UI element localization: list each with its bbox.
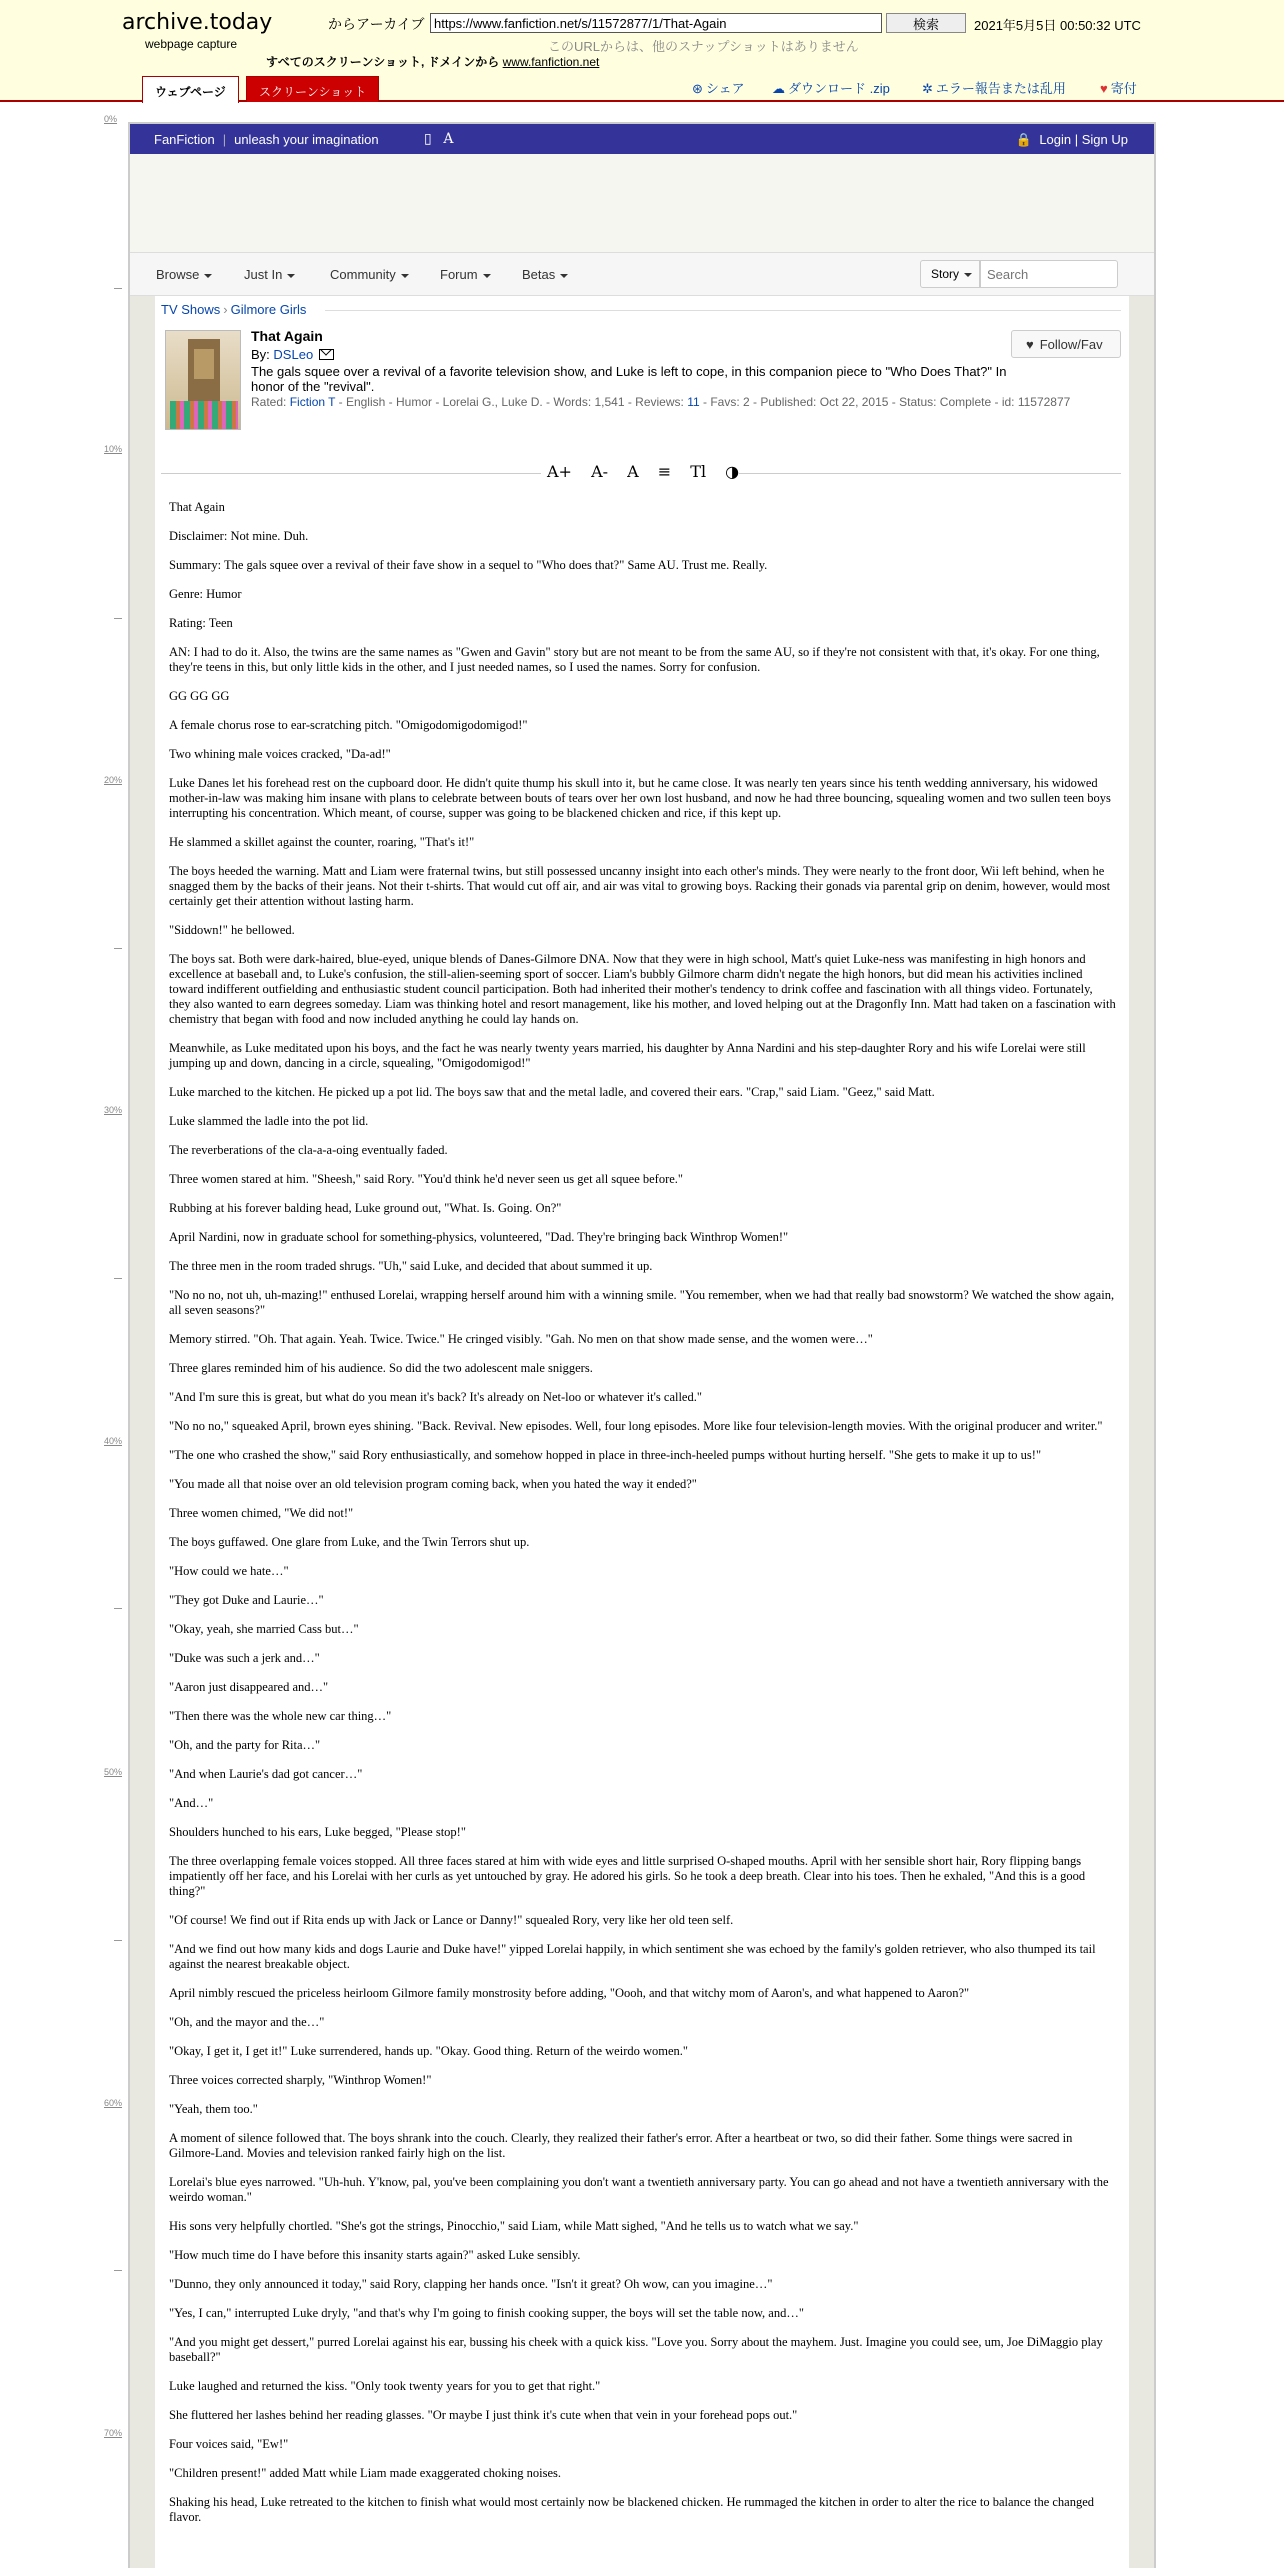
all-screenshots-line [266, 53, 599, 70]
story-content [155, 296, 1129, 2568]
line-spacing-button[interactable]: ≡ [657, 462, 672, 481]
ff-brand-name[interactable]: FanFiction [154, 132, 215, 147]
nav-just-in[interactable] [244, 267, 295, 282]
ruler-0[interactable]: 0% [104, 114, 118, 124]
story-paragraph: "Aaron just disappeared and…" [169, 1680, 329, 1694]
nav-browse-label: Browse [156, 267, 200, 282]
story-paragraph: That Again [169, 500, 225, 514]
story-paragraph: Four voices said, "Ew!" [169, 2437, 289, 2451]
breadcrumb-divider [325, 310, 1121, 311]
ruler-50[interactable]: 50% [104, 1767, 123, 1777]
follow-label: Follow/Fav [1039, 337, 1103, 352]
ruler-tick [114, 618, 122, 619]
story-summary: The gals squee over a revival of a favorite television show, and Luke is left to cope, in this companion piece to "Who Does That?" In honor of the "revival". [251, 364, 1007, 394]
byline [251, 347, 334, 362]
story-paragraph: The boys heeded the warning. Matt and Liam were fraternal twins, but still possessed uncanny insight into each other's minds. They were nearly to the front door, Wii left behind, when he snagged them by the backs of their jeans. Not their t-shirts. That would cut off air, and air was vital to growing boys. Racking their gonads via parental grip on denim, however, would most certainly get their attention without lasting harm. [169, 864, 1111, 908]
story-paragraph: "And…" [169, 1796, 214, 1810]
reading-tools [547, 462, 753, 481]
story-paragraph: "Oh, and the party for Rita…" [169, 1738, 321, 1752]
story-filter-button[interactable] [920, 260, 980, 288]
ff-icons [424, 130, 454, 147]
ruler-tick [114, 1940, 122, 1941]
story-paragraph: Memory stirred. "Oh. That again. Yeah. Twice. Twice." He cringed visibly. "Gah. No men on that show made sense, and the women were…" [169, 1332, 873, 1346]
story-paragraph: The boys guffawed. One glare from Luke, and the Twin Terrors shut up. [169, 1535, 530, 1549]
text-width-button[interactable]: Tl [690, 462, 707, 481]
chevron-right-icon: › [223, 302, 228, 317]
story-paragraph: "Yes, I can," interrupted Luke dryly, "and that's why I'm going to finish cooking supper, the boys will set the table now, and…" [169, 2306, 804, 2320]
story-paragraph: "Dunno, they only announced it today," said Rory, clapping her hands once. "Isn't it great? Oh wow, can you imagine…" [169, 2277, 773, 2291]
contrast-button[interactable]: ◑ [725, 462, 740, 481]
tools-divider-right [739, 473, 1121, 474]
ruler-tick [114, 288, 122, 289]
author-link[interactable]: DSLeo [273, 347, 314, 362]
lock-icon: 🔒 [1015, 132, 1033, 147]
breadcrumb-gilmore-girls[interactable]: Gilmore Girls [230, 302, 307, 317]
url-input[interactable] [430, 13, 882, 33]
story-paragraph: A female chorus rose to ear-scratching pitch. "Omigodomigodomigod!" [169, 718, 528, 732]
envelope-icon[interactable] [319, 349, 334, 360]
cover-art-window [194, 349, 214, 379]
nav-just-in-label: Just In [244, 267, 283, 282]
ff-nav [130, 252, 1154, 296]
caret-icon [560, 274, 568, 278]
tab-webpage[interactable]: ウェブページ [142, 76, 239, 103]
archive-logo[interactable]: archive.today [122, 10, 273, 35]
ff-brand: FanFiction | unleash your imagination [154, 132, 379, 147]
download-link[interactable] [772, 78, 890, 97]
story-title: That Again [251, 328, 323, 344]
story-paragraph: "You made all that noise over an old television program coming back, when you hated the way it ended?" [169, 1477, 697, 1491]
story-paragraph: Disclaimer: Not mine. Duh. [169, 529, 309, 543]
meta-details: - English - Humor - Lorelai G., Luke D. - Words: 1,541 - Reviews: [338, 395, 684, 409]
story-paragraph: His sons very helpfully chortled. "She's got the strings, Pinocchio," said Liam, while Matt sighed, "And he tells us to watch what we say." [169, 2219, 859, 2233]
story-paragraph: GG GG GG [169, 689, 230, 703]
story-paragraph: "Yeah, them too." [169, 2102, 258, 2116]
story-paragraph: Shoulders hunched to his ears, Luke begged, "Please stop!" [169, 1825, 466, 1839]
ruler-30[interactable]: 30% [104, 1105, 123, 1115]
story-paragraph: "Siddown!" he bellowed. [169, 923, 295, 937]
story-paragraph: "No no no," squeaked April, brown eyes shining. "Back. Revival. New episodes. Well, four long episodes. More like four television-length movies. With the original producer and writer." [169, 1419, 1103, 1433]
story-paragraph: Three voices corrected sharply, "Winthrop Women!" [169, 2073, 432, 2087]
breadcrumb [161, 302, 306, 317]
download-label: ダウンロード .zip [788, 81, 890, 96]
ruler-20[interactable]: 20% [104, 775, 123, 785]
story-paragraph: The three overlapping female voices stopped. All three faces stared at him with wide eyes and little surprised O-shaped mouths. April with her sensible short hair, Rory flipping bangs impatiently off her face, and his Lorelai with her curls as yet untouched by gray. He adored his girls. So he took a deep breath. Clear into his toes. Then he exhaled, "And this is a good thing?" [169, 1854, 1086, 1898]
font-icon[interactable]: A [443, 131, 454, 147]
nav-betas[interactable] [522, 267, 568, 282]
nav-forum[interactable] [440, 267, 491, 282]
nav-betas-label: Betas [522, 267, 556, 282]
story-paragraph: Luke laughed and returned the kiss. "Only took twenty years for you to get that right." [169, 2379, 601, 2393]
story-paragraph: "And we find out how many kids and dogs Laurie and Duke have!" yipped Lorelai happily, in which sentiment she was echoed by the family's golden retriever, who also thumped its tail against the nearest breakable object. [169, 1942, 1096, 1971]
archive-from-label: からアーカイブ [328, 16, 425, 32]
nav-browse[interactable] [156, 267, 212, 282]
share-icon: ⊛ [692, 81, 703, 96]
donate-link[interactable] [1100, 78, 1137, 97]
story-paragraph: April Nardini, now in graduate school for something-physics, volunteered, "Dad. They're bringing back Winthrop Women!" [169, 1230, 789, 1244]
caret-icon [964, 273, 972, 277]
story-paragraph: Three women stared at him. "Sheesh," said Rory. "You'd think he'd never seen us get all squee before." [169, 1172, 684, 1186]
nav-community-label: Community [330, 267, 396, 282]
story-paragraph: Meanwhile, as Luke meditated upon his boys, and the fact he was nearly twenty years married, his daughter by Anna Nardini and his step-daughter Rory and his wife Lorelai were still jumping up and down, dancing in a circle, squealing, "Omigodomigod!" [169, 1041, 1086, 1070]
cloud-download-icon: ☁ [772, 81, 785, 96]
story-filter-label: Story [931, 267, 960, 281]
rated-label: Rated: [251, 395, 287, 409]
ruler-70[interactable]: 70% [104, 2428, 123, 2438]
story-paragraph: The boys sat. Both were dark-haired, blue-eyed, unique blends of Danes-Gilmore DNA. Now that they were in high school, Matt's quiet Luke-ness was manifesting in high honors and excellence at baseball and, to Luke's confusion, the still-alien-seeming sport of soccer. Liam's bubbly Gilmore charm didn't negate the high honors, but did mean his activities inclined toward indifferent outfielding and enthusiastic student council participation. Both had inherited their mother's tendency to drink coffee and fascination with all things video. Fortunately, they also wanted to earn degrees someday. Liam was thinking hotel and resort management, like his mother, and loved helping out at the Dragonfly Inn. Matt had taken on a fascination with chemistry that began with food and now included anything he could lay hands on. [169, 952, 1116, 1026]
story-paragraph: Two whining male voices cracked, "Da-ad!" [169, 747, 391, 761]
font-type-button[interactable]: A [627, 462, 639, 481]
story-paragraph: "Okay, yeah, she married Cass but…" [169, 1622, 359, 1636]
ruler-60[interactable]: 60% [104, 2098, 123, 2108]
story-paragraph: "Then there was the whole new car thing…" [169, 1709, 392, 1723]
story-paragraph: "They got Duke and Laurie…" [169, 1593, 324, 1607]
domain-link[interactable]: www.fanfiction.net [502, 55, 600, 69]
nav-forum-label: Forum [440, 267, 478, 282]
ff-topbar [130, 124, 1154, 154]
donate-label: 寄付 [1110, 81, 1137, 96]
ruler-tick [114, 2270, 122, 2271]
ruler-10[interactable]: 10% [104, 444, 123, 454]
heart-icon: ♥ [1100, 81, 1108, 96]
no-snapshots-note: このURLからは、他のスナップショットはありません [548, 39, 859, 54]
by-label: By: [251, 347, 270, 362]
story-paragraph: "And I'm sure this is great, but what do you mean it's back? It's already on Net-loo or whatever it's called." [169, 1390, 702, 1404]
capture-date: 2021年5月5日 00:50:32 UTC [974, 18, 1141, 33]
cover-art-base [170, 401, 238, 429]
story-paragraph: "Okay, I get it, I get it!" Luke surrendered, hands up. "Okay. Good thing. Return of the weirdo women." [169, 2044, 689, 2058]
story-paragraph: Three glares reminded him of his audience. So did the two adolescent male sniggers. [169, 1361, 593, 1375]
story-paragraph: The three men in the room traded shrugs. "Uh," said Luke, and decided that about summed it up. [169, 1259, 653, 1273]
story-paragraph: Genre: Humor [169, 587, 242, 601]
story-paragraph: Luke marched to the kitchen. He picked up a pot lid. The boys saw that and the metal ladle, and covered their ears. "Crap," said Liam. "Geez," said Matt. [169, 1085, 935, 1099]
story-paragraph: She fluttered her lashes behind her reading glasses. "Or maybe I just think it's cute when that vein in your forehead pops out." [169, 2408, 798, 2422]
story-paragraph: Luke Danes let his forehead rest on the cupboard door. He didn't quite thump his skull into it, but he came close. It was nearly ten years since his tenth wedding anniversary, his widowed mother-in-law was making him insane with plans to celebrate between bouts of tears over her own lost husband, and now he had three bouncing, squealing women and two sullen teen boys interrupting his concentration. Which meant, of course, supper was going to be blackened chicken and rice, if this kept up. [169, 776, 1111, 820]
tools-divider-left [161, 473, 541, 474]
story-paragraph: "And you might get dessert," purred Lorelai against his ear, bussing his cheek with a quick kiss. "Love you. Sorry about the mayhem. Just. Imagine you could see, um, Joe DiMaggio play baseball?" [169, 2335, 1103, 2364]
rating-link[interactable]: Fiction T [289, 395, 336, 409]
story-paragraph: A moment of silence followed that. The boys shrank into the couch. Clearly, they realized their father's error. After a heartbeat or two, so did their father. Some things were sacred in Gilmore-Land. Movies and television ranked fairly high on the list. [169, 2131, 1073, 2160]
story-meta [251, 395, 1111, 410]
font-decrease-button[interactable]: A- [591, 462, 609, 481]
story-paragraph: The reverberations of the cla-a-a-oing eventually faded. [169, 1143, 448, 1157]
story-paragraph: "The one who crashed the show," said Rory enthusiastically, and somehow hopped in place in three-inch-heeled pumps without hurting herself. "She gets to make it up to us!" [169, 1448, 1042, 1462]
all-screenshots-label: すべてのスクリーンショット, ドメインから [266, 55, 500, 69]
follow-fav-button[interactable] [1011, 330, 1121, 358]
report-label: エラー報告または乱用 [935, 81, 1066, 96]
ad-area [130, 154, 1154, 252]
reviews-link[interactable]: 11 [687, 395, 700, 409]
site-search-input[interactable] [980, 260, 1118, 288]
story-paragraph: Summary: The gals squee over a revival of their fave show in a sequel to "Who does that?" Same AU. Trust me. Really. [169, 558, 768, 572]
story-paragraph: He slammed a skillet against the counter, roaring, "That's it!" [169, 835, 475, 849]
caret-icon [401, 274, 409, 278]
ruler-tick [114, 948, 122, 949]
report-link[interactable] [922, 78, 1066, 97]
share-label: シェア [705, 81, 745, 96]
heart-icon: ♥ [1026, 337, 1034, 352]
ff-tagline: unleash your imagination [234, 132, 379, 147]
font-increase-button[interactable]: A+ [547, 462, 572, 481]
ruler-40[interactable]: 40% [104, 1436, 123, 1446]
tab-screenshot[interactable]: スクリーンショット [246, 76, 379, 102]
login-link[interactable] [1016, 132, 1128, 148]
story-paragraph: "Of course! We find out if Rita ends up with Jack or Lance or Danny!" squealed Rory, very like her old teen self. [169, 1913, 734, 1927]
ruler-tick [114, 1608, 122, 1609]
mobile-icon[interactable]: ▯ [424, 130, 432, 146]
story-cover-image[interactable] [165, 330, 241, 430]
caret-icon [287, 274, 295, 278]
story-paragraph: "Duke was such a jerk and…" [169, 1651, 320, 1665]
story-text [169, 500, 1117, 2539]
story-paragraph: Rating: Teen [169, 616, 233, 630]
story-paragraph: "How much time do I have before this insanity starts again?" asked Luke sensibly. [169, 2248, 581, 2262]
story-paragraph: April nimbly rescued the priceless heirloom Gilmore family monstrosity before adding, "Oooh, and that witchy mom of Aaron's, and what happened to Aaron?" [169, 1986, 970, 2000]
story-paragraph: "Oh, and the mayor and the…" [169, 2015, 325, 2029]
story-paragraph: AN: I had to do it. Also, the twins are the same names as "Gwen and Gavin" story but are not meant to be from the same AU, so if they're not consistent with that, it's okay. For one thing, they're teens in this, but only little kids in the other, and I just needed names, so I used the names. Sorry for confusion. [169, 645, 1100, 674]
story-paragraph: Three women chimed, "We did not!" [169, 1506, 354, 1520]
story-paragraph: "How could we hate…" [169, 1564, 289, 1578]
story-paragraph: "And when Laurie's dad got cancer…" [169, 1767, 363, 1781]
story-paragraph: "Children present!" added Matt while Liam made exaggerated choking noises. [169, 2466, 562, 2480]
story-paragraph: Rubbing at his forever balding head, Luke ground out, "What. Is. Going. On?" [169, 1201, 562, 1215]
archive-header [0, 0, 1284, 102]
login-label: Login | Sign Up [1039, 132, 1128, 147]
caret-icon [483, 274, 491, 278]
nav-community[interactable] [330, 267, 409, 282]
search-button[interactable]: 検索 [886, 13, 966, 33]
story-paragraph: Shaking his head, Luke retreated to the kitchen to finish what would most certainly now be blackened chicken. He rummaged the kitchen in order to alter the rice to balance the changed flavor. [169, 2495, 1095, 2524]
breadcrumb-tv-shows[interactable]: TV Shows [161, 302, 221, 317]
story-paragraph: Luke slammed the ladle into the pot lid. [169, 1114, 369, 1128]
story-paragraph: Lorelai's blue eyes narrowed. "Uh-huh. Y'know, pal, you've been complaining you don't want a twentieth anniversary party. You can go ahead and not have a twentieth anniversary with the weirdo woman." [169, 2175, 1109, 2204]
archive-subtitle: webpage capture [145, 37, 238, 51]
share-link[interactable] [692, 78, 745, 97]
story-paragraph: "No no no, not uh, uh-mazing!" enthused Lorelai, wrapping herself around him with a winning smile. "You remember, when we had that really bad snowstorm? We watched the show again, all seven seasons?" [169, 1288, 1115, 1317]
caret-icon [204, 274, 212, 278]
ruler-tick [114, 1278, 122, 1279]
meta-end: - Favs: 2 - Published: Oct 22, 2015 - Status: Complete - id: 11572877 [703, 395, 1071, 409]
bug-icon: ✲ [922, 81, 933, 96]
